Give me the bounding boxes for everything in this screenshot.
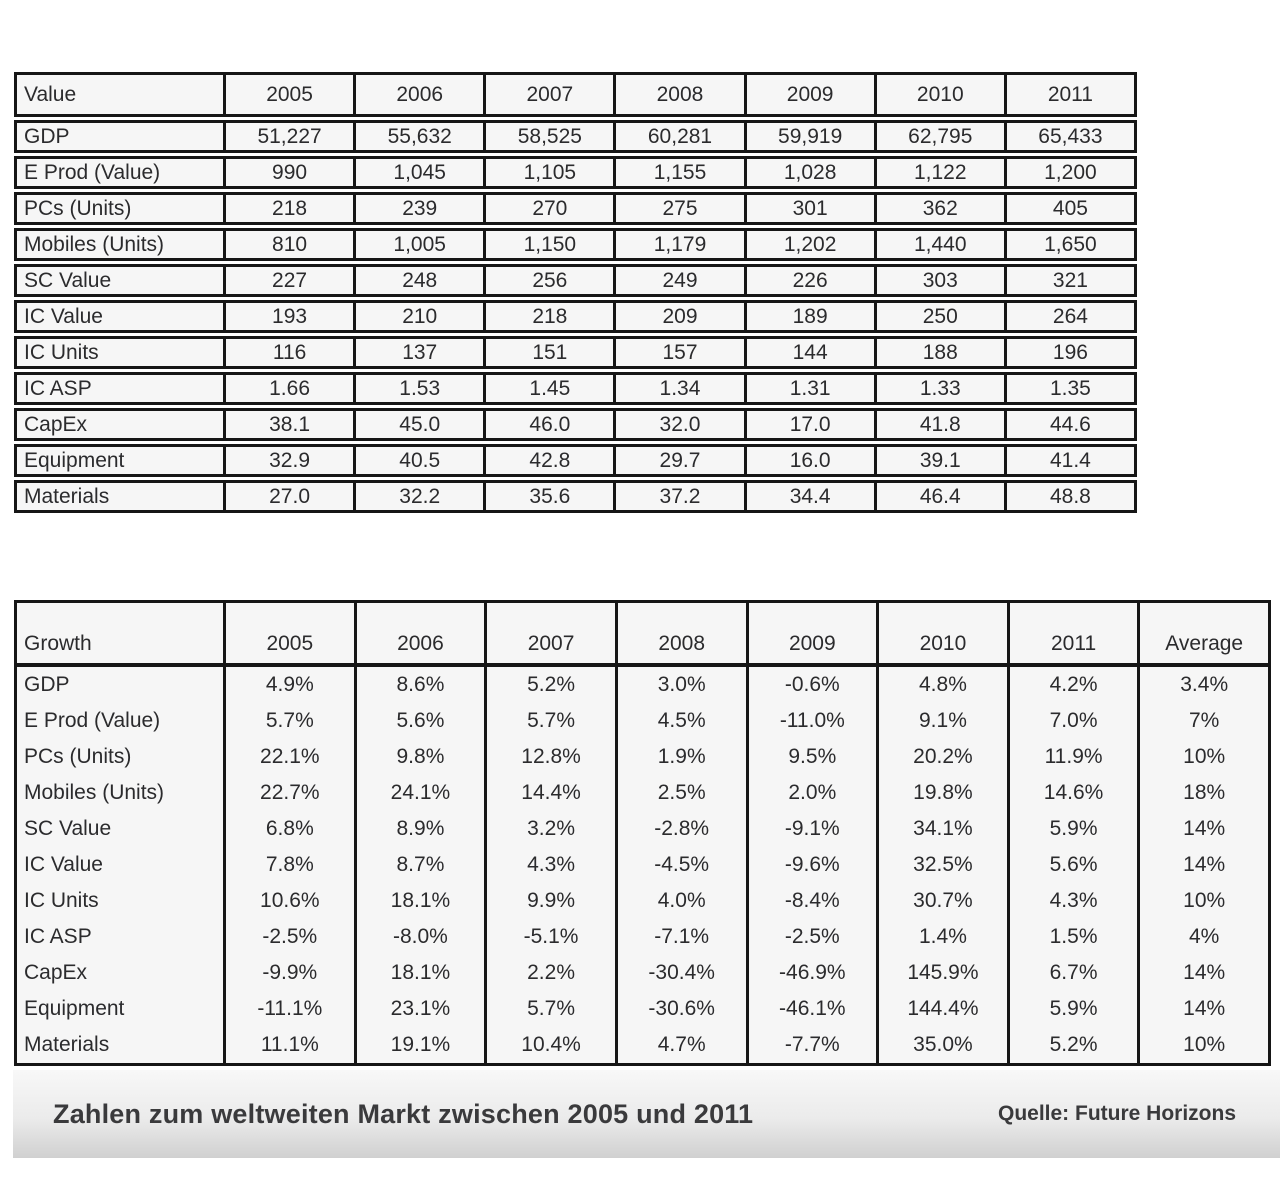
table-row [14, 228, 1137, 261]
header-row [14, 72, 1137, 117]
table-row [17, 955, 1268, 991]
cell: 321 [1052, 268, 1088, 292]
cell: 1,105 [486, 159, 616, 186]
row-label: SC Value [17, 811, 226, 847]
table-row [14, 372, 1137, 405]
cell: 405 [1052, 196, 1088, 220]
cell: 44.6 [1049, 412, 1091, 436]
cell: 14% [1183, 961, 1226, 984]
cell: 144.4% [879, 991, 1010, 1027]
cell: 1,028 [747, 159, 877, 186]
cell: 1,440 [877, 231, 1007, 258]
cell: 1.34 [616, 375, 746, 402]
caption-bar [13, 1070, 1280, 1158]
row-label: E Prod (Value) [17, 159, 226, 186]
column-header: 2011 [1047, 82, 1093, 106]
cell: 3.2% [487, 811, 618, 847]
cell: 34.1% [879, 811, 1010, 847]
table-row [14, 336, 1137, 369]
cell: 1,650 [1044, 232, 1097, 256]
cell: -5.1% [487, 919, 618, 955]
cell: 5.7% [487, 703, 618, 739]
cell: 14% [1183, 853, 1226, 876]
cell: 5.6% [1010, 847, 1141, 883]
cell: 4.5% [618, 703, 749, 739]
cell: 301 [747, 195, 877, 222]
cell: 1,202 [747, 231, 877, 258]
table-row [17, 811, 1268, 847]
cell: 2.2% [487, 955, 618, 991]
cell: 11.1% [226, 1027, 357, 1063]
cell: 34.4 [747, 483, 877, 510]
table-row [17, 739, 1268, 775]
cell: 5.9% [1010, 991, 1141, 1027]
cell: 5.7% [226, 703, 357, 739]
cell: 37.2 [616, 483, 746, 510]
cell: -8.0% [357, 919, 488, 955]
cell: 8.6% [357, 667, 488, 703]
cell: 7.0% [1010, 703, 1141, 739]
cell: 9.1% [879, 703, 1010, 739]
table-row [17, 991, 1268, 1027]
cell: 60,281 [616, 123, 746, 150]
cell: 32.9 [226, 447, 356, 474]
cell: -9.6% [749, 847, 880, 883]
row-label: IC ASP [17, 919, 226, 955]
cell: 218 [486, 303, 616, 330]
cell: 39.1 [877, 447, 1007, 474]
cell: 810 [226, 231, 356, 258]
cell: 35.6 [486, 483, 616, 510]
cell: -11.1% [226, 991, 357, 1027]
row-label: PCs (Units) [17, 739, 226, 775]
cell: 32.0 [616, 411, 746, 438]
cell: 46.4 [877, 483, 1007, 510]
cell: 116 [226, 339, 356, 366]
cell: 157 [616, 339, 746, 366]
cell: 9.5% [749, 739, 880, 775]
cell: 151 [486, 339, 616, 366]
cell: 2.0% [749, 775, 880, 811]
cell: 275 [616, 195, 746, 222]
row-label: IC Value [17, 847, 226, 883]
cell: 1.31 [747, 375, 877, 402]
row-label: IC Units [17, 339, 226, 366]
cell: 40.5 [356, 447, 486, 474]
cell: 239 [356, 195, 486, 222]
cell: 22.7% [226, 775, 357, 811]
cell: -30.6% [618, 991, 749, 1027]
row-label: IC Value [17, 303, 226, 330]
cell: 45.0 [356, 411, 486, 438]
cell: 51,227 [226, 123, 356, 150]
cell: 65,433 [1038, 124, 1103, 148]
cell: 209 [616, 303, 746, 330]
column-header: 2005 [226, 603, 357, 663]
row-label: Equipment [17, 447, 226, 474]
cell: 22.1% [226, 739, 357, 775]
cell: 226 [747, 267, 877, 294]
cell: 3.4% [1180, 673, 1229, 696]
column-header: 2005 [226, 75, 356, 114]
cell: 1,005 [356, 231, 486, 258]
cell: 17.0 [747, 411, 877, 438]
table-row [17, 1027, 1268, 1063]
cell: -4.5% [618, 847, 749, 883]
cell: 137 [356, 339, 486, 366]
cell: 1,150 [486, 231, 616, 258]
cell: 14.6% [1010, 775, 1141, 811]
cell: 5.6% [357, 703, 488, 739]
cell: 55,632 [356, 123, 486, 150]
cell: 30.7% [879, 883, 1010, 919]
cell: -30.4% [618, 955, 749, 991]
cell: 10.4% [487, 1027, 618, 1063]
table-row [17, 847, 1268, 883]
cell: 14% [1183, 997, 1226, 1020]
cell: 1.35 [1049, 376, 1091, 400]
column-header: Growth [17, 603, 226, 663]
cell: 23.1% [357, 991, 488, 1027]
caption-text: Zahlen zum weltweiten Markt zwischen 2005 und 2011 [53, 1098, 754, 1129]
row-label: PCs (Units) [17, 195, 226, 222]
cell: 1,122 [877, 159, 1007, 186]
column-header: 2011 [1010, 603, 1141, 663]
cell: -2.5% [749, 919, 880, 955]
cell: 41.8 [877, 411, 1007, 438]
row-label: CapEx [17, 955, 226, 991]
cell: -2.5% [226, 919, 357, 955]
row-label: Materials [17, 1027, 226, 1063]
cell: 4.3% [487, 847, 618, 883]
cell: 35.0% [879, 1027, 1010, 1063]
cell: 8.7% [357, 847, 488, 883]
cell: 210 [356, 303, 486, 330]
growth-table [14, 600, 1271, 1066]
column-header: Value [17, 75, 226, 114]
row-label: Materials [17, 483, 226, 510]
cell: 18.1% [357, 883, 488, 919]
cell: 11.9% [1010, 739, 1141, 775]
cell: 19.1% [357, 1027, 488, 1063]
row-label: IC Units [17, 883, 226, 919]
table-row [17, 703, 1268, 739]
cell: -2.8% [618, 811, 749, 847]
column-header: 2006 [357, 603, 488, 663]
cell: 19.8% [879, 775, 1010, 811]
cell: 5.7% [487, 991, 618, 1027]
column-header: 2010 [879, 603, 1010, 663]
row-label: SC Value [17, 267, 226, 294]
cell: 46.0 [486, 411, 616, 438]
cell: -46.1% [749, 991, 880, 1027]
cell: 4.8% [879, 667, 1010, 703]
cell: 188 [877, 339, 1007, 366]
column-header: 2010 [877, 75, 1007, 114]
column-header: 2008 [616, 75, 746, 114]
cell: 1,200 [1044, 160, 1097, 184]
cell: 8.9% [357, 811, 488, 847]
cell: 256 [486, 267, 616, 294]
cell: 38.1 [226, 411, 356, 438]
cell: 1,155 [616, 159, 746, 186]
column-header: 2009 [747, 75, 877, 114]
cell: 32.2 [356, 483, 486, 510]
cell: 59,919 [747, 123, 877, 150]
cell: 6.8% [226, 811, 357, 847]
cell: 62,795 [877, 123, 1007, 150]
row-label: IC ASP [17, 375, 226, 402]
table-row [14, 156, 1137, 189]
table-row [14, 192, 1137, 225]
cell: 32.5% [879, 847, 1010, 883]
table-row [14, 120, 1137, 153]
cell: 303 [877, 267, 1007, 294]
cell: 145.9% [879, 955, 1010, 991]
cell: 14.4% [487, 775, 618, 811]
cell: 12.8% [487, 739, 618, 775]
cell: 27.0 [226, 483, 356, 510]
cell: 41.4 [1049, 448, 1091, 472]
cell: 227 [226, 267, 356, 294]
cell: 144 [747, 339, 877, 366]
cell: -9.1% [749, 811, 880, 847]
cell: 10.6% [226, 883, 357, 919]
cell: 7.8% [226, 847, 357, 883]
cell: 14% [1183, 817, 1226, 840]
column-header: Average [1165, 632, 1244, 655]
cell: 248 [356, 267, 486, 294]
row-label: Equipment [17, 991, 226, 1027]
cell: 20.2% [879, 739, 1010, 775]
cell: 6.7% [1010, 955, 1141, 991]
column-header: 2006 [356, 75, 486, 114]
cell: 9.9% [487, 883, 618, 919]
cell: -11.0% [749, 703, 880, 739]
cell: 1.45 [486, 375, 616, 402]
cell: 362 [877, 195, 1007, 222]
cell: 10% [1183, 745, 1226, 768]
caption-source: Quelle: Future Horizons [997, 1102, 1236, 1125]
cell: 270 [486, 195, 616, 222]
table-row [17, 667, 1268, 703]
cell: 18% [1183, 781, 1226, 804]
cell: -0.6% [749, 667, 880, 703]
cell: 1.33 [877, 375, 1007, 402]
column-header: 2007 [486, 75, 616, 114]
cell: 18.1% [357, 955, 488, 991]
cell: 58,525 [486, 123, 616, 150]
cell: 29.7 [616, 447, 746, 474]
cell: 189 [747, 303, 877, 330]
cell: 4% [1189, 925, 1220, 948]
cell: 10% [1183, 889, 1226, 912]
table-row [14, 300, 1137, 333]
cell: -7.7% [749, 1027, 880, 1063]
cell: 1.66 [226, 375, 356, 402]
cell: 990 [226, 159, 356, 186]
row-label: CapEx [17, 411, 226, 438]
cell: -9.9% [226, 955, 357, 991]
cell: 1,179 [616, 231, 746, 258]
cell: 218 [226, 195, 356, 222]
cell: 1.9% [618, 739, 749, 775]
cell: 1.5% [1010, 919, 1141, 955]
cell: 1.4% [879, 919, 1010, 955]
row-label: Mobiles (Units) [17, 775, 226, 811]
cell: 249 [616, 267, 746, 294]
table-row [17, 775, 1268, 811]
cell: 4.2% [1010, 667, 1141, 703]
table-row [14, 264, 1137, 297]
cell: 9.8% [357, 739, 488, 775]
cell: 5.2% [487, 667, 618, 703]
cell: 1.53 [356, 375, 486, 402]
cell: 10% [1183, 1033, 1226, 1056]
cell: 42.8 [486, 447, 616, 474]
row-label: GDP [17, 123, 226, 150]
cell: 250 [877, 303, 1007, 330]
cell: 196 [1052, 340, 1088, 364]
cell: 7% [1189, 709, 1220, 732]
value-table [14, 72, 1137, 516]
cell: 2.5% [618, 775, 749, 811]
cell: 5.2% [1010, 1027, 1141, 1063]
cell: -8.4% [749, 883, 880, 919]
table-row [17, 919, 1268, 955]
cell: -7.1% [618, 919, 749, 955]
cell: 193 [226, 303, 356, 330]
cell: 24.1% [357, 775, 488, 811]
cell: 48.8 [1049, 484, 1091, 508]
table-row [14, 444, 1137, 477]
cell: 3.0% [618, 667, 749, 703]
column-header: 2008 [618, 603, 749, 663]
table-row [17, 883, 1268, 919]
column-header: 2009 [749, 603, 880, 663]
cell: 264 [1052, 304, 1088, 328]
cell: 4.0% [618, 883, 749, 919]
cell: 5.9% [1010, 811, 1141, 847]
row-label: Mobiles (Units) [17, 231, 226, 258]
cell: 16.0 [747, 447, 877, 474]
table-row [14, 408, 1137, 441]
header-row [17, 603, 1268, 667]
column-header: 2007 [487, 603, 618, 663]
cell: 4.9% [226, 667, 357, 703]
table-row [14, 480, 1137, 513]
cell: 4.3% [1010, 883, 1141, 919]
row-label: E Prod (Value) [17, 703, 226, 739]
row-label: GDP [17, 667, 226, 703]
cell: 4.7% [618, 1027, 749, 1063]
cell: -46.9% [749, 955, 880, 991]
cell: 1,045 [356, 159, 486, 186]
